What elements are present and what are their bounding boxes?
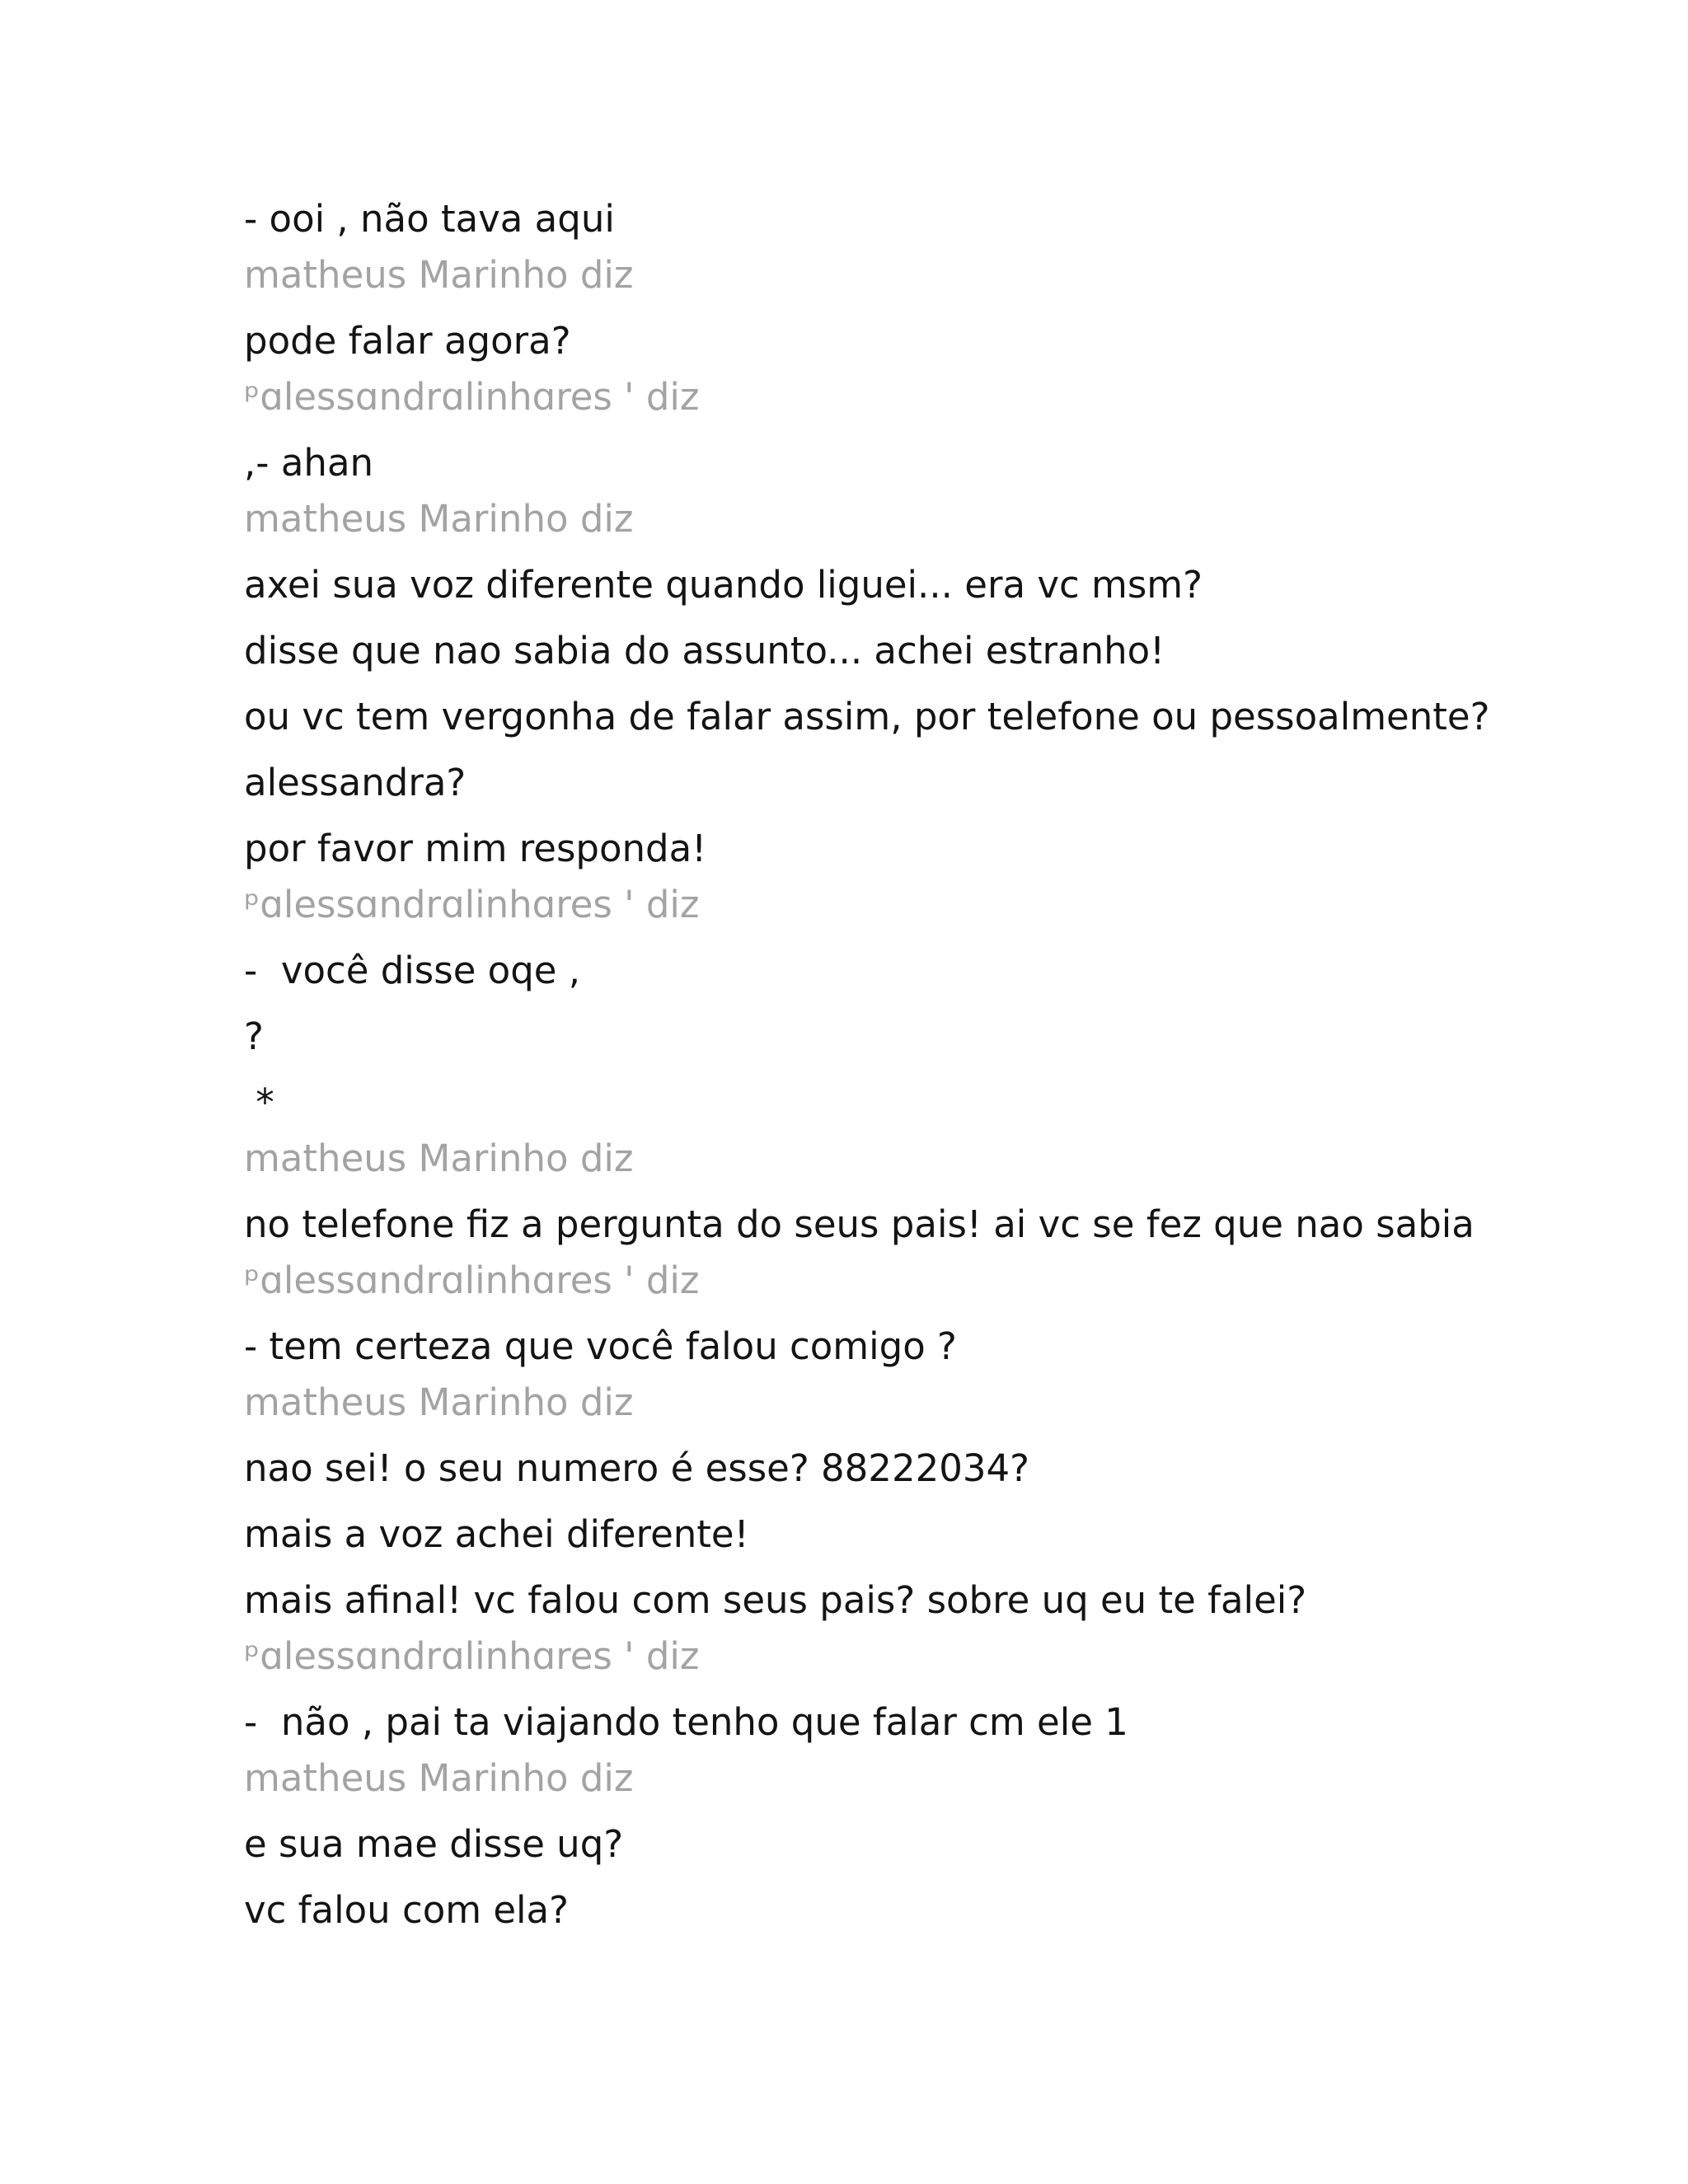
sender-header: matheus Marinho diz xyxy=(244,253,634,297)
chat-message: vc falou com ela? xyxy=(244,1888,570,1932)
sender-header: ᵖɑlessɑndrɑlinhɑres ' diz xyxy=(244,1258,700,1302)
chat-message: - você disse oqe , xyxy=(244,949,581,992)
chat-message: e sua mae disse uq? xyxy=(244,1822,624,1866)
chat-message: ou vc tem vergonha de falar assim, por telefone ou pessoalmente? xyxy=(244,695,1490,738)
chat-message: pode falar agora? xyxy=(244,319,571,363)
chat-message: por favor mim responda! xyxy=(244,827,707,870)
chat-message: ,- ahan xyxy=(244,441,374,485)
sender-header: ᵖɑlessɑndrɑlinhɑres ' diz xyxy=(244,883,700,926)
chat-message: - ooi , não tava aqui xyxy=(244,197,615,241)
chat-message: * xyxy=(244,1080,274,1124)
chat-message: no telefone fiz a pergunta do seus pais! ai vc se fez que nao sabia xyxy=(244,1202,1475,1246)
chat-message: mais afinal! vc falou com seus pais? sobre uq eu te falei? xyxy=(244,1578,1307,1622)
chat-message: ? xyxy=(244,1015,264,1058)
chat-message: alessandra? xyxy=(244,761,467,804)
sender-header: ᵖɑlessɑndrɑlinhɑres ' diz xyxy=(244,375,700,419)
chat-message: nao sei! o seu numero é esse? 88222034? xyxy=(244,1446,1029,1490)
chat-message: - não , pai ta viajando tenho que falar cm ele 1 xyxy=(244,1700,1128,1744)
chat-message: mais a voz achei diferente! xyxy=(244,1512,749,1556)
chat-message: axei sua voz diferente quando liguei... era vc msm? xyxy=(244,563,1203,607)
sender-header: matheus Marinho diz xyxy=(244,497,634,541)
chat-transcript xyxy=(244,194,1530,1935)
sender-header: matheus Marinho diz xyxy=(244,1756,634,1800)
sender-header: matheus Marinho diz xyxy=(244,1137,634,1180)
sender-header: ᵖɑlessɑndrɑlinhɑres ' diz xyxy=(244,1634,700,1678)
chat-message: disse que nao sabia do assunto... achei estranho! xyxy=(244,629,1165,673)
sender-header: matheus Marinho diz xyxy=(244,1380,634,1424)
chat-message: - tem certeza que você falou comigo ? xyxy=(244,1324,957,1368)
